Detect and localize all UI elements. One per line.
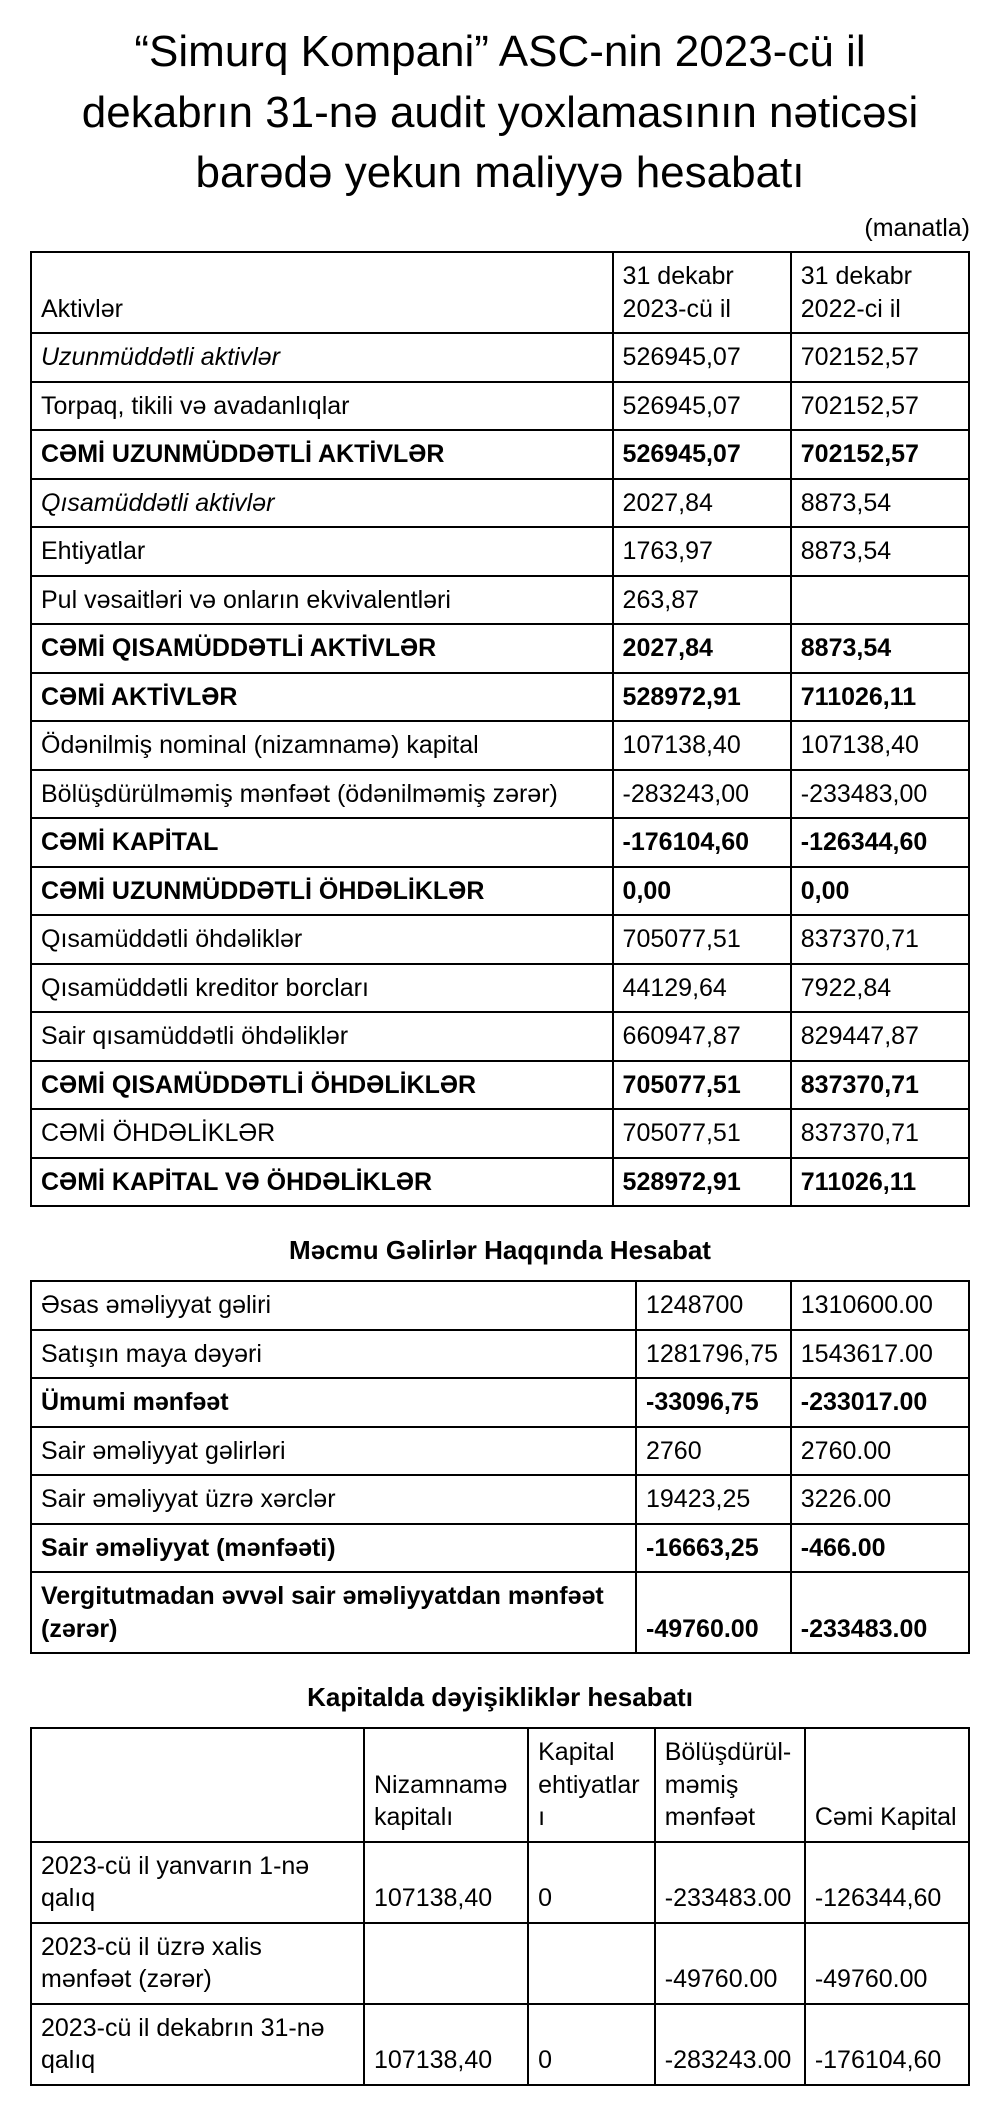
value-2023: 2027,84 bbox=[613, 479, 791, 528]
table-row bbox=[31, 1842, 969, 1923]
balance-header-2022: 31 dekabr 2022-ci il bbox=[791, 252, 969, 333]
equity-header-kapital-ehtiyatlari: Kapital ehtiyatları bbox=[528, 1728, 655, 1842]
row-label: CƏMİ KAPİTAL bbox=[31, 818, 613, 867]
table-row bbox=[31, 770, 969, 819]
value-2022: 1543617.00 bbox=[791, 1330, 969, 1379]
balance-header-2023: 31 dekabr 2023-cü il bbox=[613, 252, 791, 333]
value-2022: 837370,71 bbox=[791, 1109, 969, 1158]
value-2023: 1248700 bbox=[636, 1281, 791, 1330]
table-row bbox=[31, 624, 969, 673]
balance-header-assets: Aktivlər bbox=[31, 252, 613, 333]
row-label: CƏMİ ÖHDƏLİKLƏR bbox=[31, 1109, 613, 1158]
row-label: Ümumi mənfəət bbox=[31, 1378, 636, 1427]
value-bolusdurulmemis-menfeet: -233483.00 bbox=[655, 1842, 805, 1923]
row-label: CƏMİ UZUNMÜDDƏTLİ ÖHDƏLİKLƏR bbox=[31, 867, 613, 916]
value-2023: -33096,75 bbox=[636, 1378, 791, 1427]
table-row bbox=[31, 673, 969, 722]
value-cemi-kapital: -49760.00 bbox=[805, 1923, 969, 2004]
row-label: 2023-cü il yanvarın 1-nə qalıq bbox=[31, 1842, 364, 1923]
value-cemi-kapital: -176104,60 bbox=[805, 2004, 969, 2085]
balance-sheet-table bbox=[30, 251, 970, 1207]
table-row bbox=[31, 576, 969, 625]
value-2023: 705077,51 bbox=[613, 1109, 791, 1158]
row-label: Sair əməliyyat gəlirləri bbox=[31, 1427, 636, 1476]
value-2022: 702152,57 bbox=[791, 430, 969, 479]
row-label: CƏMİ QISAMÜDDƏTLİ ÖHDƏLİKLƏR bbox=[31, 1061, 613, 1110]
value-2023: -16663,25 bbox=[636, 1524, 791, 1573]
equity-header-cemi-kapital: Cəmi Kapital bbox=[805, 1728, 969, 1842]
value-2022: 3226.00 bbox=[791, 1475, 969, 1524]
equity-statement-title: Kapitalda dəyişikliklər hesabatı bbox=[307, 1682, 693, 1713]
row-label: Sair qısamüddətli öhdəliklər bbox=[31, 1012, 613, 1061]
value-cemi-kapital: -126344,60 bbox=[805, 1842, 969, 1923]
table-row bbox=[31, 1475, 969, 1524]
value-2022: 829447,87 bbox=[791, 1012, 969, 1061]
table-row bbox=[31, 333, 969, 382]
table-row bbox=[31, 818, 969, 867]
currency-note: (manatla) bbox=[864, 214, 970, 243]
value-2022: -233483,00 bbox=[791, 770, 969, 819]
page-title-line: barədə yekun maliyyə hesabatı bbox=[195, 148, 805, 198]
value-2023: 2760 bbox=[636, 1427, 791, 1476]
page-title-line: dekabrın 31-nə audit yoxlamasının nəticəsi bbox=[81, 87, 919, 137]
table-row bbox=[31, 1524, 969, 1573]
value-2022: 7922,84 bbox=[791, 964, 969, 1013]
value-2023: -283243,00 bbox=[613, 770, 791, 819]
table-row bbox=[31, 867, 969, 916]
value-bolusdurulmemis-menfeet: -49760.00 bbox=[655, 1923, 805, 2004]
value-2022: 2760.00 bbox=[791, 1427, 969, 1476]
row-label: Satışın maya dəyəri bbox=[31, 1330, 636, 1379]
value-nizamname-kapitali: 107138,40 bbox=[364, 1842, 528, 1923]
value-2022: 702152,57 bbox=[791, 333, 969, 382]
table-row bbox=[31, 1427, 969, 1476]
row-label: Vergitutmadan əvvəl sair əməliyyatdan mənfəət (zərər) bbox=[31, 1572, 636, 1653]
row-label: CƏMİ KAPİTAL VƏ ÖHDƏLİKLƏR bbox=[31, 1158, 613, 1207]
value-kapital-ehtiyatlari bbox=[528, 1923, 655, 2004]
value-2022: -466.00 bbox=[791, 1524, 969, 1573]
table-row bbox=[31, 1281, 969, 1330]
table-row bbox=[31, 479, 969, 528]
value-2022: 8873,54 bbox=[791, 479, 969, 528]
value-2023: -49760.00 bbox=[636, 1572, 791, 1653]
table-row bbox=[31, 1061, 969, 1110]
table-row bbox=[31, 1109, 969, 1158]
value-2023: 705077,51 bbox=[613, 1061, 791, 1110]
income-statement-table bbox=[30, 1280, 970, 1654]
value-kapital-ehtiyatlari: 0 bbox=[528, 1842, 655, 1923]
table-row bbox=[31, 1012, 969, 1061]
page-title-line: “Simurq Kompani” ASC-nin 2023-cü il bbox=[134, 27, 866, 76]
equity-header-empty bbox=[31, 1728, 364, 1842]
table-row bbox=[31, 964, 969, 1013]
value-2022: -233483.00 bbox=[791, 1572, 969, 1653]
table-row bbox=[31, 382, 969, 431]
row-label: Əsas əməliyyat gəliri bbox=[31, 1281, 636, 1330]
value-2023: 526945,07 bbox=[613, 430, 791, 479]
page-title bbox=[30, 22, 970, 204]
value-nizamname-kapitali bbox=[364, 1923, 528, 2004]
table-row bbox=[31, 721, 969, 770]
row-label: Sair əməliyyat (mənfəəti) bbox=[31, 1524, 636, 1573]
value-bolusdurulmemis-menfeet: -283243.00 bbox=[655, 2004, 805, 2085]
row-label: Bölüşdürülməmiş mənfəət (ödənilməmiş zərər) bbox=[31, 770, 613, 819]
equity-header-bolusdurulmemis-menfeet: Bölüşdürül-məmiş mənfəət bbox=[655, 1728, 805, 1842]
row-label: Ehtiyatlar bbox=[31, 527, 613, 576]
value-2022: 702152,57 bbox=[791, 382, 969, 431]
row-label: Qısamüddətli öhdəliklər bbox=[31, 915, 613, 964]
value-2023: 263,87 bbox=[613, 576, 791, 625]
value-2022: 0,00 bbox=[791, 867, 969, 916]
row-label: Qısamüddətli kreditor borcları bbox=[31, 964, 613, 1013]
row-label: CƏMİ QISAMÜDDƏTLİ AKTİVLƏR bbox=[31, 624, 613, 673]
row-label: 2023-cü il dekabrın 31-nə qalıq bbox=[31, 2004, 364, 2085]
value-2022: -126344,60 bbox=[791, 818, 969, 867]
row-label: Uzunmüddətli aktivlər bbox=[31, 333, 613, 382]
value-2023: 526945,07 bbox=[613, 333, 791, 382]
row-label: Qısamüddətli aktivlər bbox=[31, 479, 613, 528]
value-2022: 711026,11 bbox=[791, 1158, 969, 1207]
row-label: Sair əməliyyat üzrə xərclər bbox=[31, 1475, 636, 1524]
row-label: Pul vəsaitləri və onların ekvivalentləri bbox=[31, 576, 613, 625]
table-row bbox=[31, 2004, 969, 2085]
table-row bbox=[31, 1572, 969, 1653]
value-kapital-ehtiyatlari: 0 bbox=[528, 2004, 655, 2085]
table-row bbox=[31, 1378, 969, 1427]
balance-header-row bbox=[31, 252, 969, 333]
value-2023: 1281796,75 bbox=[636, 1330, 791, 1379]
table-row bbox=[31, 1330, 969, 1379]
value-2022: 837370,71 bbox=[791, 915, 969, 964]
value-2023: 528972,91 bbox=[613, 1158, 791, 1207]
value-2023: 0,00 bbox=[613, 867, 791, 916]
value-nizamname-kapitali: 107138,40 bbox=[364, 2004, 528, 2085]
value-2022: 107138,40 bbox=[791, 721, 969, 770]
table-row bbox=[31, 527, 969, 576]
value-2023: 528972,91 bbox=[613, 673, 791, 722]
value-2022 bbox=[791, 576, 969, 625]
row-label: 2023-cü il üzrə xalis mənfəət (zərər) bbox=[31, 1923, 364, 2004]
equity-header-row bbox=[31, 1728, 969, 1842]
table-row bbox=[31, 1158, 969, 1207]
value-2022: 711026,11 bbox=[791, 673, 969, 722]
value-2023: 19423,25 bbox=[636, 1475, 791, 1524]
row-label: CƏMİ UZUNMÜDDƏTLİ AKTİVLƏR bbox=[31, 430, 613, 479]
table-row bbox=[31, 1923, 969, 2004]
value-2023: 107138,40 bbox=[613, 721, 791, 770]
equity-header-nizamname-kapitali: Nizamnamə kapitalı bbox=[364, 1728, 528, 1842]
value-2023: -176104,60 bbox=[613, 818, 791, 867]
row-label: Torpaq, tikili və avadanlıqlar bbox=[31, 382, 613, 431]
value-2023: 705077,51 bbox=[613, 915, 791, 964]
value-2023: 660947,87 bbox=[613, 1012, 791, 1061]
value-2023: 2027,84 bbox=[613, 624, 791, 673]
value-2023: 1763,97 bbox=[613, 527, 791, 576]
row-label: Ödənilmiş nominal (nizamnamə) kapital bbox=[31, 721, 613, 770]
value-2023: 526945,07 bbox=[613, 382, 791, 431]
value-2022: 8873,54 bbox=[791, 527, 969, 576]
table-row bbox=[31, 915, 969, 964]
row-label: CƏMİ AKTİVLƏR bbox=[31, 673, 613, 722]
value-2022: 837370,71 bbox=[791, 1061, 969, 1110]
value-2022: -233017.00 bbox=[791, 1378, 969, 1427]
equity-statement-table bbox=[30, 1727, 970, 2086]
value-2022: 1310600.00 bbox=[791, 1281, 969, 1330]
income-statement-title: Məcmu Gəlirlər Haqqında Hesabat bbox=[289, 1235, 711, 1266]
value-2022: 8873,54 bbox=[791, 624, 969, 673]
value-2023: 44129,64 bbox=[613, 964, 791, 1013]
table-row bbox=[31, 430, 969, 479]
